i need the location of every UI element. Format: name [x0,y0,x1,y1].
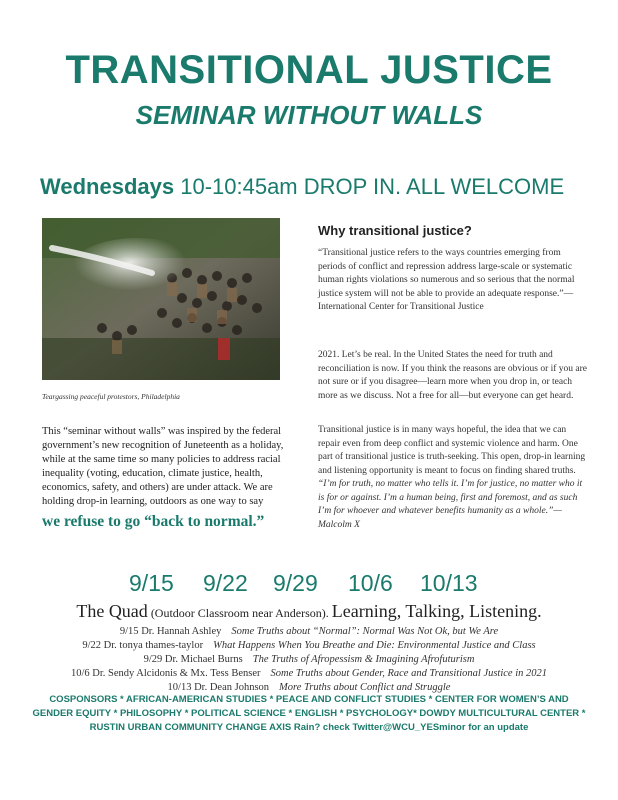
why-heading: Why transitional justice? [318,223,472,238]
session-row [0,682,618,693]
session-topic: Some Truths about Gender, Race and Transitional Justice in 2021 [270,668,548,679]
schedule-day: Wednesdays [40,174,175,199]
intro-paragraph: This “seminar without walls” was inspired by the federal government’s new recognition of Juneteenth as a holiday, while at the same time so many policies to address racial inequality (voting, education, climate justice, health, economics, safety, and others) are under attack. We are holding drop-in learning, outdoors as one way to say [42,426,284,507]
page-subtitle: SEMINAR WITHOUT WALLS [135,100,483,130]
venue-line [0,601,618,622]
schedule-line [40,174,564,200]
hope-paragraph [318,424,588,532]
ictj-quote: “Transitional justice refers to the ways countries emerging from periods of conflict and repression address large-scale or systematic human rights violations so numerous and so serious that the normal justice system will not be able to provide an adequate response.”—International Center for Transitional Justice [318,248,575,312]
date-item: 9/15 [129,570,174,596]
session-date: 9/29 [143,654,163,665]
date-item: 9/29 [273,570,318,596]
session-row [0,640,618,651]
session-speaker: Dr. Michael Burns [164,654,243,665]
venue-note: (Outdoor Classroom near Anderson). [147,606,332,620]
protest-photo [42,218,280,380]
session-speaker: Dr. tonya thames-taylor [103,640,204,651]
session-date: 9/22 [82,640,102,651]
refuse-statement: we refuse to go “back to normal.” [42,513,265,530]
schedule-detail: 10-10:45am DROP IN. ALL WELCOME [174,174,565,199]
session-row [0,668,618,679]
date-item: 10/13 [420,570,478,596]
malcolm-x-quote: “I’m for truth, no matter who tells it. I’m for justice, no matter who it is for or against. I’m a human being, first and foremost, and as such I’m for whoever and whatever benefits humanity as a whole.”—Malcolm X [318,479,583,530]
session-date: 9/15 [119,626,139,637]
cosponsors-list: COSPONSORS * AFRICAN-AMERICAN STUDIES * PEACE AND CONFLICT STUDIES * CENTER FOR WOMEN’S AND GENDER EQUITY * PHILOSOPHY * POLITICAL SCIENCE * ENGLISH * PSYCHOLOGY* DOWDY MULTICULTURAL CENTER * RUSTIN URBAN COMMUNITY CHANGE AXIS Rain? check Twitter@WCU_YESminor for an update [32,694,586,733]
date-item: 9/22 [203,570,248,596]
venue-place: The Quad [76,601,148,621]
session-speaker: Dr. Hannah Ashley [141,626,222,637]
paragraph-2021: 2021. Let’s be real. In the United States the need for truth and reconciliation is now. If you think the reasons are obvious or if you are not sure or if you disagree—learn more when you drop in, or teach more as we discuss. Not a free for all—but everyone can get heard. [318,350,588,401]
session-row [0,626,618,637]
venue-tagline: Learning, Talking, Listening. [331,601,542,621]
date-item: 10/6 [348,570,393,596]
session-topic: Some Truths about “Normal”: Normal Was Not Ok, but We Are [231,626,499,637]
photo-caption: Teargassing peaceful protestors, Philadelphia [42,392,180,401]
session-topic: More Truths about Conflict and Struggle [279,682,451,693]
session-speaker: Dr. Sendy Alcidonis & Mx. Tess Benser [92,668,261,679]
page-title: TRANSITIONAL JUSTICE [65,48,553,92]
session-speaker: Dr. Dean Johnson [194,682,270,693]
hope-text: Transitional justice is in many ways hopeful, the idea that we can repair even from deep conflict and systemic violence and harm. One part of transitional justice is truth-seeking. This open, drop-in learning and listening opportunity is meant to focus on finding shared truths. [318,425,586,476]
session-topic: What Happens When You Breathe and Die: Environmental Justice and Class [213,640,536,651]
session-row [0,654,618,665]
session-topic: The Truths of Afropessism & Imagining Afrofuturism [252,654,475,665]
session-date: 10/6 [70,668,90,679]
session-date: 10/13 [167,682,192,693]
